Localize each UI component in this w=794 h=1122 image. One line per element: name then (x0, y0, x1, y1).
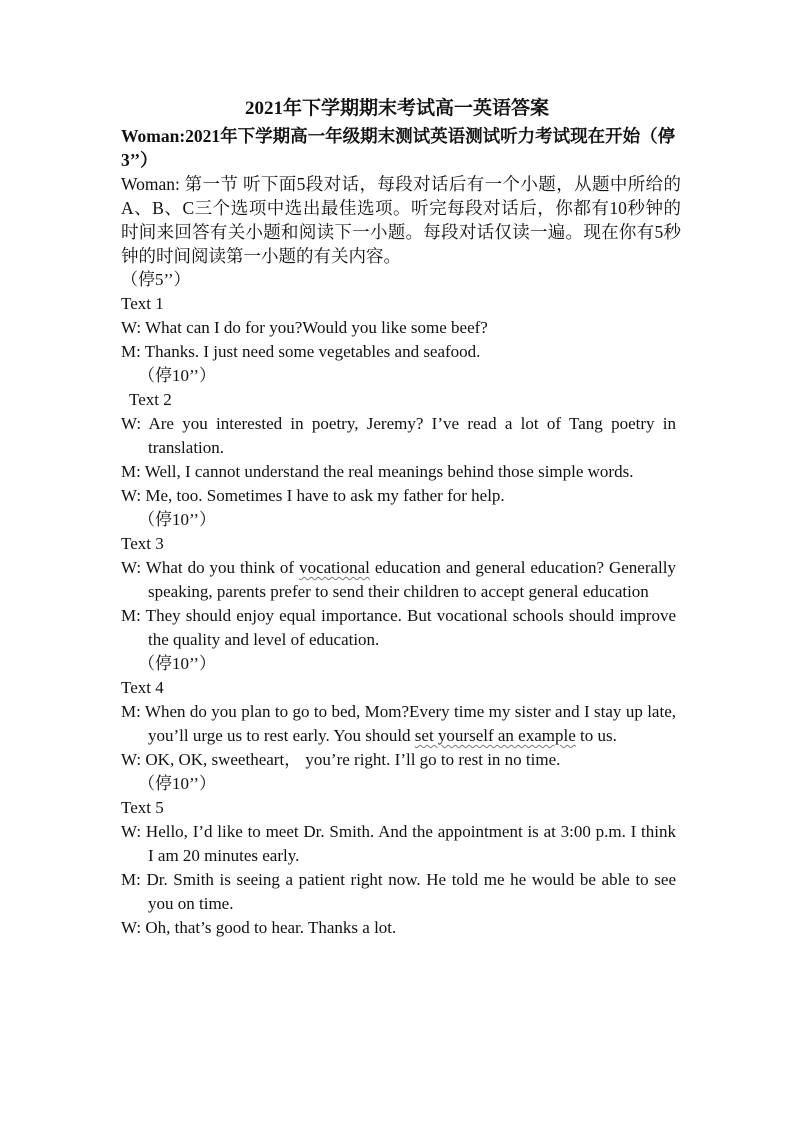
dialogue-line: W: What do you think of vocational education and general education? Generally speaking, parents prefer to send their children to accept general education (121, 558, 677, 601)
highlighted-phrase: vocational (299, 558, 370, 577)
dialogue-line: W: Hello, I’d like to meet Dr. Smith. And the appointment is at 3:00 p.m. I think I am 20 minutes early. (121, 822, 676, 865)
listening-instructions: Woman: 第一节 听下面5段对话，每段对话后有一个小题，从题中所给的A、B、C三个选项中选出最佳选项。听完每段对话后，你都有10秒钟的时间来回答有关小题和阅读下一小题。每段对话仅读一遍。现在你有5秒钟的时间阅读第一小题的有关内容。 (121, 174, 681, 266)
text-label: Text 5 (121, 798, 164, 817)
dialogue-line: M: Thanks. I just need some vegetables and seafood. (121, 342, 481, 361)
text-label: Text 4 (121, 678, 164, 697)
dialogue-section (121, 292, 676, 940)
dialogue-line: M: When do you plan to go to bed, Mom?Every time my sister and I stay up late, you’ll urge us to rest early. You should set yourself an example to us. (121, 702, 676, 745)
dialogue-line: M: They should enjoy equal importance. But vocational schools should improve the quality and level of education. (121, 606, 676, 649)
dialogue-line: W: Are you interested in poetry, Jeremy? I’ve read a lot of Tang poetry in translation. (121, 414, 676, 457)
text-label: Text 3 (121, 534, 164, 553)
page-title: 2021年下学期期末考试高一英语答案 (244, 98, 549, 119)
pause-marker: （停10’’） (138, 366, 217, 385)
highlighted-phrase: set yourself an example (414, 726, 576, 745)
dialogue-line: W: OK, OK, sweetheart， you’re right. I’ll go to rest in no time. (121, 750, 561, 769)
dialogue-line: M: Dr. Smith is seeing a patient right now. He told me he would be able to see you on time. (121, 870, 676, 913)
pause-marker: （停10’’） (138, 654, 217, 673)
dialogue-line: W: Oh, that’s good to hear. Thanks a lot. (121, 918, 397, 937)
text-label: Text 2 (129, 390, 172, 409)
dialogue-line: M: Well, I cannot understand the real meanings behind those simple words. (121, 462, 634, 481)
listening-intro-bold: Woman:2021年下学期高一年级期末测试英语测试听力考试现在开始（停3’’） (121, 126, 676, 170)
pause-marker: （停10’’） (138, 774, 217, 793)
pause-marker: （停10’’） (138, 510, 217, 529)
text-label: Text 1 (121, 294, 164, 313)
pause-marker: （停5’’） (121, 270, 191, 289)
dialogue-line: W: Me, too. Sometimes I have to ask my father for help. (121, 486, 505, 505)
dialogue-line: W: What can I do for you?Would you like some beef? (121, 318, 488, 337)
